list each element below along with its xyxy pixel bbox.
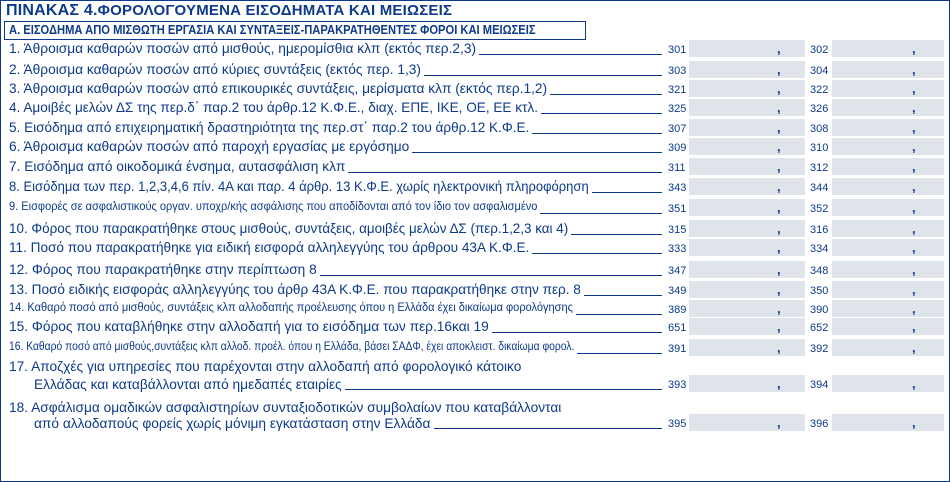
decimal-separator: , bbox=[912, 282, 916, 297]
decimal-separator: , bbox=[777, 221, 781, 236]
amount-input-secondary[interactable] bbox=[832, 199, 944, 216]
field-code-primary: 301 bbox=[668, 44, 687, 56]
amount-input-primary[interactable] bbox=[689, 281, 805, 298]
decimal-separator: , bbox=[912, 120, 916, 135]
row-label: 8. Εισόδημα των περ. 1,2,3,4,6 πίν. 4Α και παρ. 4 άρθρ. 13 Κ.Φ.Ε. χωρίς ηλεκτρονική πληροφόρηση bbox=[9, 178, 589, 194]
row-leader-line bbox=[492, 332, 662, 333]
amount-input-primary[interactable] bbox=[689, 318, 805, 335]
row-label: 2. Άθροισμα καθαρών ποσών από κύριες συντάξεις (εκτός περ. 1,3) bbox=[9, 61, 422, 77]
decimal-separator: , bbox=[912, 62, 916, 77]
field-code-secondary: 302 bbox=[810, 44, 829, 56]
field-code-secondary: 392 bbox=[810, 343, 829, 355]
amount-input-secondary[interactable] bbox=[832, 220, 944, 237]
row-leader-line bbox=[434, 428, 662, 429]
field-code-secondary: 322 bbox=[810, 84, 829, 96]
decimal-separator: , bbox=[912, 415, 916, 430]
field-code-primary: 303 bbox=[668, 65, 687, 77]
field-code-primary: 309 bbox=[668, 142, 687, 154]
row-leader-line bbox=[532, 133, 662, 134]
decimal-separator: , bbox=[777, 301, 781, 316]
row-leader-line bbox=[348, 172, 662, 173]
field-code-primary: 651 bbox=[668, 322, 687, 334]
amount-input-secondary[interactable] bbox=[832, 178, 944, 195]
decimal-separator: , bbox=[912, 319, 916, 334]
decimal-separator: , bbox=[777, 319, 781, 334]
row-leader-line bbox=[320, 275, 662, 276]
row-label-line2: από αλλοδαπούς φορείς χωρίς μόνιμη εγκατάσταση στην Ελλάδα bbox=[34, 415, 431, 431]
amount-input-secondary[interactable] bbox=[832, 239, 944, 256]
decimal-separator: , bbox=[777, 240, 781, 255]
row-leader-line bbox=[424, 75, 662, 76]
row-label: 1. Άθροισμα καθαρών ποσών από μισθούς, ημερομίσθια κλπ (εκτός περ.2,3) bbox=[9, 40, 477, 56]
amount-input-primary[interactable] bbox=[689, 158, 805, 175]
field-code-secondary: 348 bbox=[810, 265, 829, 277]
row-label: 6. Άθροισμα καθαρών ποσών από παροχή εργασίας με εργόσημο bbox=[9, 138, 410, 154]
row-label: 4. Αμοιβές μελών ΔΣ της περ.δ΄ παρ.2 του άρθρ.12 Κ.Φ.Ε., διαχ. ΕΠΕ, ΙΚΕ, ΟΕ, ΕΕ κτλ. bbox=[9, 99, 538, 115]
table-title-prefix: ΠΙΝΑΚΑΣ 4. bbox=[6, 2, 98, 19]
field-code-primary: 395 bbox=[668, 418, 687, 430]
amount-input-primary[interactable] bbox=[689, 99, 805, 116]
amount-input-primary[interactable] bbox=[689, 178, 805, 195]
amount-input-secondary[interactable] bbox=[832, 261, 944, 278]
amount-input-primary[interactable] bbox=[689, 119, 805, 136]
row-leader-line bbox=[550, 94, 662, 95]
field-code-secondary: 394 bbox=[810, 379, 829, 391]
row-leader-line bbox=[577, 353, 662, 354]
row-leader-line bbox=[541, 113, 662, 114]
decimal-separator: , bbox=[912, 200, 916, 215]
row-leader-line bbox=[479, 54, 662, 55]
decimal-separator: , bbox=[912, 41, 916, 56]
field-code-primary: 333 bbox=[668, 243, 687, 255]
amount-input-primary[interactable] bbox=[689, 199, 805, 216]
amount-input-primary[interactable] bbox=[689, 239, 805, 256]
field-code-primary: 391 bbox=[668, 343, 687, 355]
amount-input-secondary[interactable] bbox=[832, 318, 944, 335]
field-code-primary: 349 bbox=[668, 285, 687, 297]
field-code-primary: 315 bbox=[668, 224, 687, 236]
amount-input-primary[interactable] bbox=[689, 261, 805, 278]
row-leader-line bbox=[576, 314, 662, 315]
amount-input-secondary[interactable] bbox=[832, 281, 944, 298]
row-leader-line bbox=[592, 192, 662, 193]
row-leader-line bbox=[345, 389, 662, 390]
row-leader-line bbox=[571, 234, 662, 235]
decimal-separator: , bbox=[912, 81, 916, 96]
amount-input-primary[interactable] bbox=[689, 300, 805, 317]
field-code-secondary: 334 bbox=[810, 243, 829, 255]
field-code-secondary: 390 bbox=[810, 304, 829, 316]
decimal-separator: , bbox=[777, 179, 781, 194]
field-code-primary: 343 bbox=[668, 182, 687, 194]
decimal-separator: , bbox=[777, 62, 781, 77]
amount-input-secondary[interactable] bbox=[832, 138, 944, 155]
row-label: 18. Ασφάλισμα ομαδικών ασφαλιστηρίων συνταξιοδοτικών συμβολαίων που καταβάλλονται bbox=[9, 399, 562, 415]
decimal-separator: , bbox=[777, 139, 781, 154]
row-label: 3. Άθροισμα καθαρών ποσών από επικουρικές συντάξεις, μερίσματα κλπ (εκτός περ.1,2) bbox=[9, 80, 548, 96]
decimal-separator: , bbox=[777, 100, 781, 115]
row-label: 15. Φόρος που καταβλήθηκε στην αλλοδαπή για το εισόδημα των περ.16και 19 bbox=[9, 318, 489, 334]
amount-input-secondary[interactable] bbox=[832, 158, 944, 175]
decimal-separator: , bbox=[912, 240, 916, 255]
amount-input-secondary[interactable] bbox=[832, 339, 944, 356]
field-code-secondary: 316 bbox=[810, 224, 829, 236]
amount-input-primary[interactable] bbox=[689, 40, 805, 57]
decimal-separator: , bbox=[912, 159, 916, 174]
row-leader-line bbox=[412, 152, 662, 153]
field-code-primary: 393 bbox=[668, 379, 687, 391]
decimal-separator: , bbox=[777, 340, 781, 355]
field-code-primary: 351 bbox=[668, 203, 687, 215]
decimal-separator: , bbox=[912, 179, 916, 194]
row-leader-line bbox=[584, 295, 662, 296]
field-code-secondary: 308 bbox=[810, 123, 829, 135]
field-code-secondary: 350 bbox=[810, 285, 829, 297]
field-code-secondary: 326 bbox=[810, 103, 829, 115]
decimal-separator: , bbox=[777, 415, 781, 430]
row-label: 16. Καθαρό ποσό από μισθούς,συντάξεις κλπ αλλοδ. προέλ. όπου η Ελλάδα, βάσει ΣΑΔΦ, έχει αποκλειστ. δικαίωμα φορολ. bbox=[9, 339, 575, 353]
row-label: 11. Ποσό που παρακρατήθηκε για ειδική εισφορά αλληλεγγύης του άρθρου 43Α Κ.Φ.Ε. bbox=[9, 239, 530, 255]
field-code-secondary: 310 bbox=[810, 142, 829, 154]
field-code-primary: 347 bbox=[668, 265, 687, 277]
row-label: 13. Ποσό ειδικής εισφοράς αλληλεγγύης του άρθρ 43Α Κ.Φ.Ε. που παρακρατήθηκε στην περ. 8 bbox=[9, 281, 581, 297]
row-label: 7. Εισόδημα από οικοδομικά ένσημα, αυτασφάλιση κλπ bbox=[9, 158, 346, 174]
field-code-primary: 311 bbox=[668, 162, 686, 174]
field-code-secondary: 352 bbox=[810, 203, 829, 215]
table-title bbox=[6, 2, 452, 20]
field-code-primary: 321 bbox=[668, 84, 687, 96]
field-code-secondary: 304 bbox=[810, 65, 829, 77]
decimal-separator: , bbox=[777, 41, 781, 56]
row-leader-line bbox=[532, 253, 662, 254]
decimal-separator: , bbox=[777, 159, 781, 174]
amount-input-primary[interactable] bbox=[689, 414, 805, 431]
decimal-separator: , bbox=[912, 376, 916, 391]
decimal-separator: , bbox=[912, 221, 916, 236]
amount-input-secondary[interactable] bbox=[832, 61, 944, 78]
decimal-separator: , bbox=[777, 81, 781, 96]
field-code-secondary: 312 bbox=[810, 162, 829, 174]
field-code-secondary: 652 bbox=[810, 322, 829, 334]
amount-input-primary[interactable] bbox=[689, 80, 805, 97]
amount-input-primary[interactable] bbox=[689, 138, 805, 155]
decimal-separator: , bbox=[777, 120, 781, 135]
decimal-separator: , bbox=[912, 340, 916, 355]
row-leader-line bbox=[540, 213, 662, 214]
amount-input-secondary[interactable] bbox=[832, 375, 944, 392]
decimal-separator: , bbox=[912, 262, 916, 277]
row-label: 5. Εισόδημα από επιχειρηματική δραστηριότητα της περ.στ΄ παρ.2 του άρθρ.12 Κ.Φ.Ε. bbox=[9, 119, 530, 135]
table-title-text: ΦΟΡΟΛΟΓΟΥΜΕΝΑ ΕΙΣΟΔΗΜΑΤΑ ΚΑΙ ΜΕΙΩΣΕΙΣ bbox=[97, 2, 453, 19]
field-code-primary: 325 bbox=[668, 103, 687, 115]
decimal-separator: , bbox=[777, 376, 781, 391]
amount-input-secondary[interactable] bbox=[832, 300, 944, 317]
row-label: 14. Καθαρό ποσό από μισθούς, συντάξεις κλπ αλλοδαπής προέλευσης όπου η Ελλάδα έχει δικαίωμα φορολόγησης bbox=[9, 300, 573, 314]
amount-input-secondary[interactable] bbox=[832, 99, 944, 116]
amount-input-secondary[interactable] bbox=[832, 414, 944, 431]
row-label: 9. Εισφορές σε ασφαλιστικούς οργαν. υποχρ/κής ασφάλισης που αποδίδονται από τον ίδιο τον ασφαλισμένο bbox=[9, 199, 538, 213]
decimal-separator: , bbox=[777, 200, 781, 215]
row-label: 17. Αποζχές για υπηρεσίες που παρέχονται στην αλλοδαπή από φορολογικό κάτοικο bbox=[9, 358, 522, 374]
amount-input-primary[interactable] bbox=[689, 220, 805, 237]
field-code-primary: 389 bbox=[668, 304, 687, 316]
row-label-line2: Ελλάδας και καταβάλλονται από ημεδαπές εταιρίες bbox=[34, 376, 342, 392]
field-code-secondary: 344 bbox=[810, 182, 829, 194]
field-code-secondary: 396 bbox=[810, 418, 829, 430]
amount-input-secondary[interactable] bbox=[832, 40, 944, 57]
row-label: 12. Φόρος που παρακρατήθηκε στην περίπτωση 8 bbox=[9, 261, 317, 277]
amount-input-secondary[interactable] bbox=[832, 80, 944, 97]
decimal-separator: , bbox=[912, 100, 916, 115]
row-label: 10. Φόρος που παρακρατήθηκε στους μισθούς, συντάξεις, αμοιβές μελών ΔΣ (περ.1,2,3 και 4) bbox=[9, 220, 569, 236]
section-heading: Α. ΕΙΣΟΔΗΜΑ ΑΠΟ ΜΙΣΘΩΤΗ ΕΡΓΑΣΙΑ ΚΑΙ ΣΥΝΤΑΞΕΙΣ-ΠΑΡΑΚΡΑΤΗΘΕΝΤΕΣ ΦΟΡΟΙ ΚΑΙ ΜΕΙΩΣΕΙΣ bbox=[9, 22, 536, 37]
amount-input-primary[interactable] bbox=[689, 339, 805, 356]
field-code-primary: 307 bbox=[668, 123, 687, 135]
decimal-separator: , bbox=[777, 262, 781, 277]
decimal-separator: , bbox=[912, 139, 916, 154]
amount-input-primary[interactable] bbox=[689, 61, 805, 78]
amount-input-secondary[interactable] bbox=[832, 119, 944, 136]
decimal-separator: , bbox=[912, 301, 916, 316]
decimal-separator: , bbox=[777, 282, 781, 297]
amount-input-primary[interactable] bbox=[689, 375, 805, 392]
